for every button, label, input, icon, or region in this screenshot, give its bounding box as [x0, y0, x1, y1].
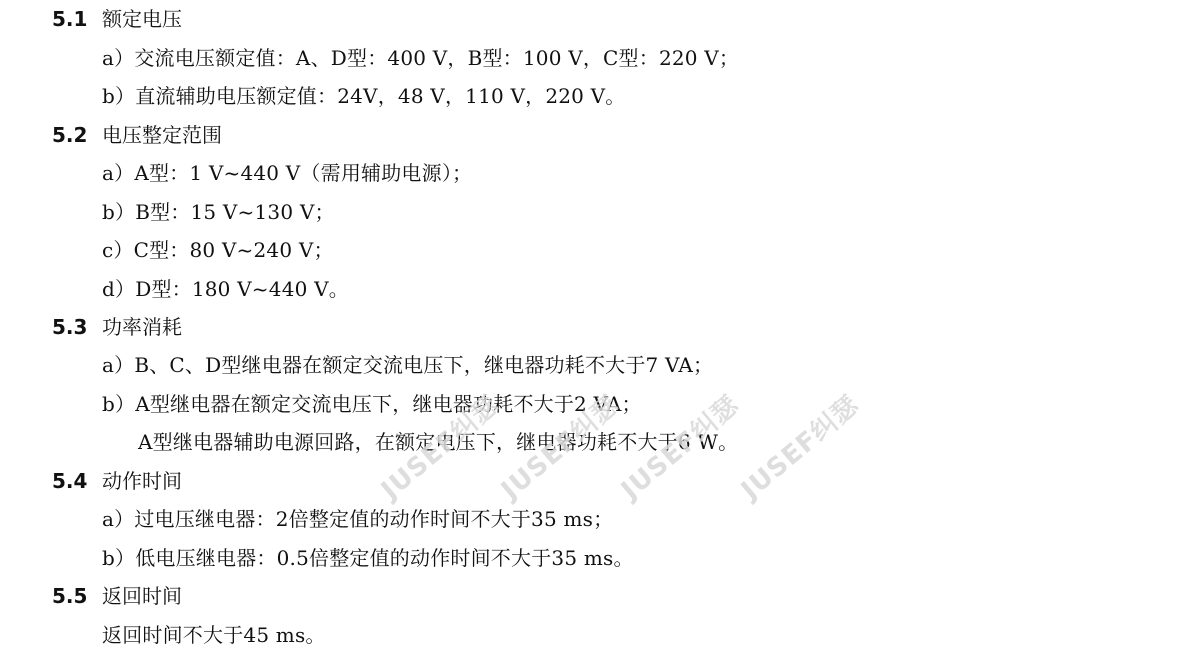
watermark: JUSEF纠瑟 [735, 390, 866, 506]
section-title: 电压整定范围 [102, 123, 222, 147]
list-item: a）过电压继电器：2倍整定值的动作时间不大于35 ms； [102, 507, 614, 531]
list-item: d）D型：180 V~440 V。 [102, 277, 349, 301]
paragraph-text: 返回时间不大于45 ms。 [102, 623, 326, 647]
list-item: b）直流辅助电压额定值：24V，48 V，110 V，220 V。 [102, 84, 626, 108]
section-title: 额定电压 [102, 7, 182, 31]
list-item: b）B型：15 V~130 V； [102, 200, 335, 224]
section-title: 功率消耗 [102, 315, 182, 339]
section-number: 5.4 [52, 469, 88, 493]
section-number: 5.5 [52, 584, 88, 608]
watermark: JUSEF纠瑟 [495, 390, 626, 506]
section-number: 5.1 [52, 7, 88, 31]
list-item-continuation: A型继电器辅助电源回路，在额定电压下，继电器功耗不大于6 W。 [138, 430, 739, 454]
list-item: a）交流电压额定值：A、D型：400 V，B型：100 V，C型：220 V； [102, 46, 740, 70]
watermark: JUSEF纠瑟 [615, 390, 746, 506]
section-number: 5.2 [52, 123, 88, 147]
section-title: 动作时间 [102, 469, 182, 493]
section-number: 5.3 [52, 315, 88, 339]
list-item: a）A型：1 V~440 V（需用辅助电源）； [102, 161, 473, 185]
list-item: c）C型：80 V~240 V； [102, 238, 334, 262]
list-item: a）B、C、D型继电器在额定交流电压下，继电器功耗不大于7 VA； [102, 353, 714, 377]
watermark: JUSEF纠瑟 [375, 390, 506, 506]
list-item: b）A型继电器在额定交流电压下，继电器功耗不大于2 VA； [102, 392, 642, 416]
list-item: b）低电压继电器：0.5倍整定值的动作时间不大于35 ms。 [102, 546, 634, 570]
section-title: 返回时间 [102, 584, 182, 608]
